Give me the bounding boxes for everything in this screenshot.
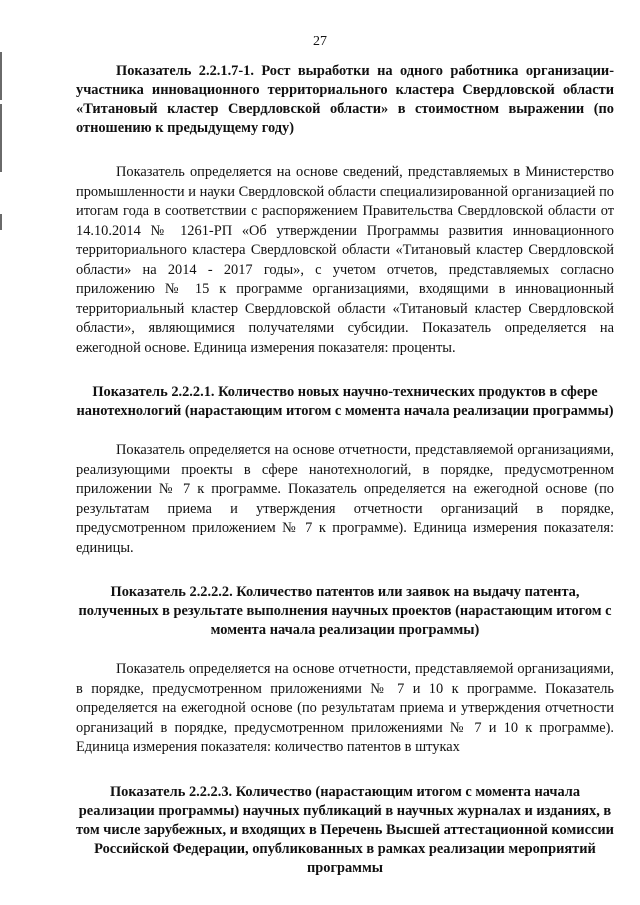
section-heading: Показатель 2.2.1.7-1. Рост выработки на одного работника организации-участника инновационного территориального кластера Свердловской области «Титановый кластер Свердловской области» в стоимостном выражении (по отношению к предыдущему году): [76, 63, 614, 136]
section-heading: Показатель 2.2.2.3. Количество (нарастающим итогом с момента начала реализации программы) научных публикаций в научных журналах и изданиях, в том числе зарубежных, и входящих в Перечень Высшей аттестационной комиссии Российской Федерации, опубликованных в рамках реализации мероприятий программы: [76, 783, 614, 876]
section-paragraph: Показатель определяется на основе отчетности, представляемой организациями, реализующими проекты в сфере нанотехнологий, в порядке, предусмотренном приложении № 7 к программе. Показатель определяется на ежегодной основе (по результатам приема и утверждения отчетности организаций в порядке, предусмотренном приложением № 7 к программе). Единица измерения показателя: единицы.: [76, 442, 614, 556]
section-paragraph: Показатель определяется на основе сведений, представляемых в Министерство промышленности и науки Свердловской области специализированной организацией по итогам года в соответствии с распоряжением Правительства Свердловской области от 14.10.2014 № 1261-РП «Об утверждении Программы развития инновационного территориального кластера Свердловской области «Титановый кластер Свердловской области» на 2014 - 2017 годы», с учетом отчетов, представляемых согласно приложению № 15 к программе организациями, входящими в инновационный территориальный кластер Свердловской области «Титановый кластер Свердловской области», являющимися получателями субсидии. Показатель определяется на ежегодной основе. Единица измерения показателя: проценты.: [76, 164, 614, 356]
document-body: [76, 62, 614, 878]
page-number: 27: [313, 34, 327, 49]
section-paragraph: Показатель определяется на основе отчетности, представляемой организациями, в порядке, предусмотренном приложениями № 7 и 10 к программе. Показатель определяется на ежегодной основе (по результатам приема и утверждения отчетности организаций в порядке, предусмотренном приложениями № 7 и 10 к программе). Единица измерения показателя: количество патентов в штуках: [76, 661, 614, 755]
margin-mark: [0, 214, 2, 230]
margin-mark: [0, 52, 2, 100]
section-heading: Показатель 2.2.2.2. Количество патентов или заявок на выдачу патента, полученных в результате выполнения научных проектов (нарастающим итогом с момента начала реализации программы): [78, 584, 612, 638]
section-heading: Показатель 2.2.2.1. Количество новых научно-технических продуктов в сфере нанотехнологий (нарастающим итогом с момента начала реализации программы): [76, 384, 614, 419]
margin-mark: [0, 104, 2, 172]
